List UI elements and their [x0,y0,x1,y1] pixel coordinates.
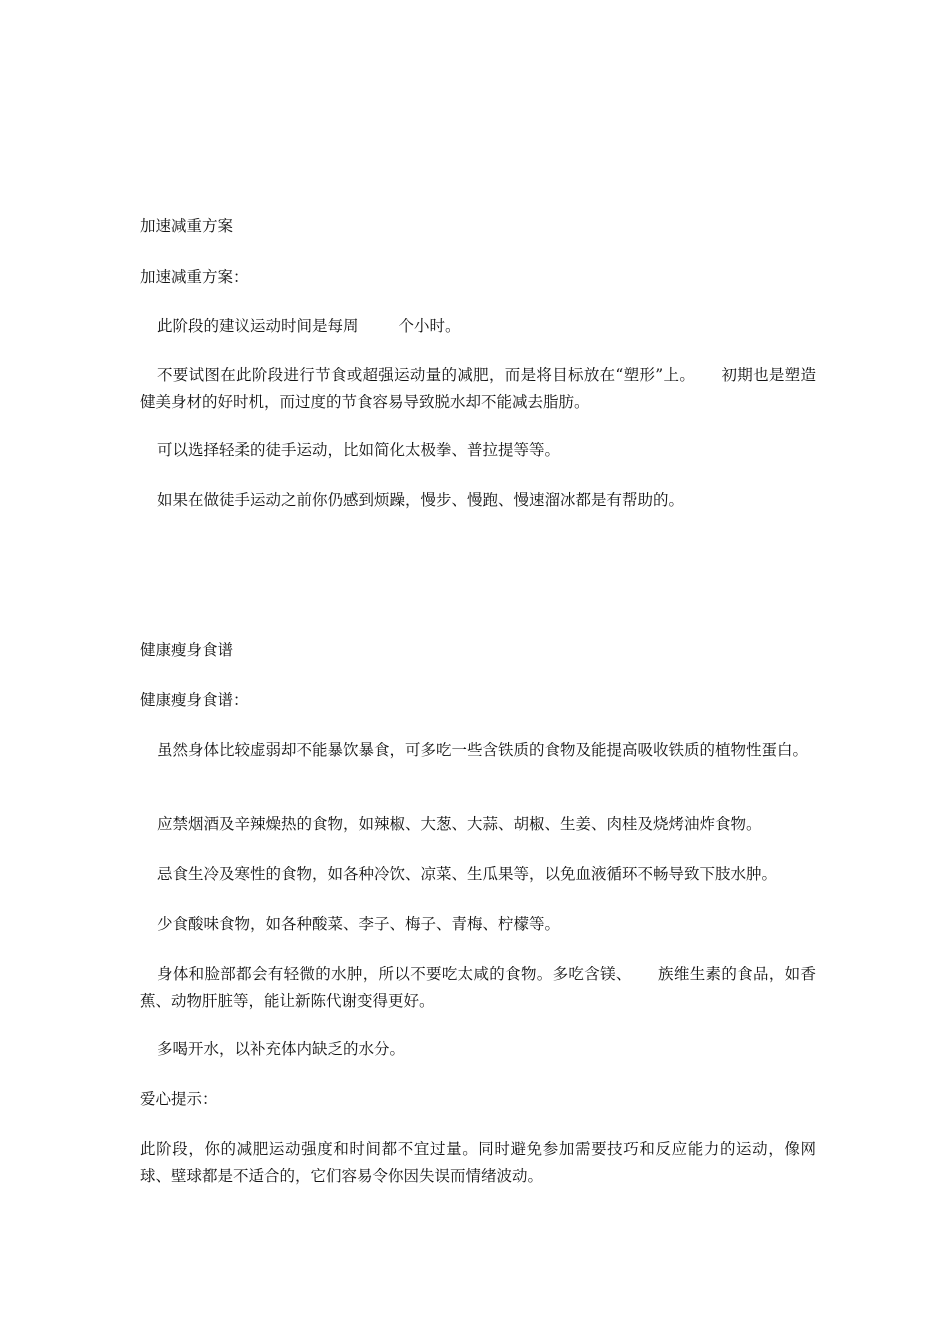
paragraph-exercise-time [140,313,816,340]
tip-text: 此阶段，你的减肥运动强度和时间都不宜过量。同时避免参加需要技巧和反应能力的运动，像网球、壁球都是不适合的，它们容易令你因失误而情绪波动。 [140,1140,816,1185]
paragraph-avoid-cold: 忌食生冷及寒性的食物，如各种冷饮、凉菜、生瓜果等，以免血液循环不畅导致下肢水肿。 [157,865,778,883]
paragraph-avoid-spicy: 应禁烟酒及辛辣燥热的食物，如辣椒、大葱、大蒜、胡椒、生姜、肉桂及烧烤油炸食物。 [157,815,762,833]
text-segment: 不要试图在此阶段进行节食或超强运动量的减肥，而是将目标放在“塑形”上。 [157,366,696,384]
paragraph-gentle-exercise: 可以选择轻柔的徒手运动，比如简化太极拳、普拉提等等。 [157,441,561,459]
paragraph-shaping [140,362,816,416]
tip-heading: 爱心提示： [140,1090,218,1108]
text-segment: 此阶段的建议运动时间是每周 [157,317,359,335]
section-heading-weight-loss: 加速减重方案 [140,217,234,235]
text-segment: 身体和脸部都会有轻微的水肿，所以不要吃太咸的食物。多吃含镁、 [157,965,632,983]
section-heading-diet: 健康瘦身食谱 [140,641,234,659]
paragraph-slow-exercise: 如果在做徒手运动之前你仍感到烦躁，慢步、慢跑、慢速溜冰都是有帮助的。 [157,491,685,509]
paragraph-edema [140,961,816,1015]
text-segment: 族维生素的食品，如香蕉、动物肝脏等，能让新陈代谢变得更好。 [140,965,816,1010]
section-subheading-weight-loss: 加速减重方案： [140,268,249,286]
paragraph-drink-water: 多喝开水，以补充体内缺乏的水分。 [157,1040,406,1058]
text-segment: 初期也是塑造健美身材的好时机，而过度的节食容易导致脱水却不能减去脂肪。 [140,366,816,411]
section-subheading-diet: 健康瘦身食谱： [140,691,249,709]
paragraph-avoid-sour: 少食酸味食物，如各种酸菜、李子、梅子、青梅、柠檬等。 [157,915,561,933]
text-segment: 个小时。 [398,317,461,335]
paragraph-iron-protein: 虽然身体比较虚弱却不能暴饮暴食，可多吃一些含铁质的食物及能提高吸收铁质的植物性蛋白。 [157,741,809,759]
